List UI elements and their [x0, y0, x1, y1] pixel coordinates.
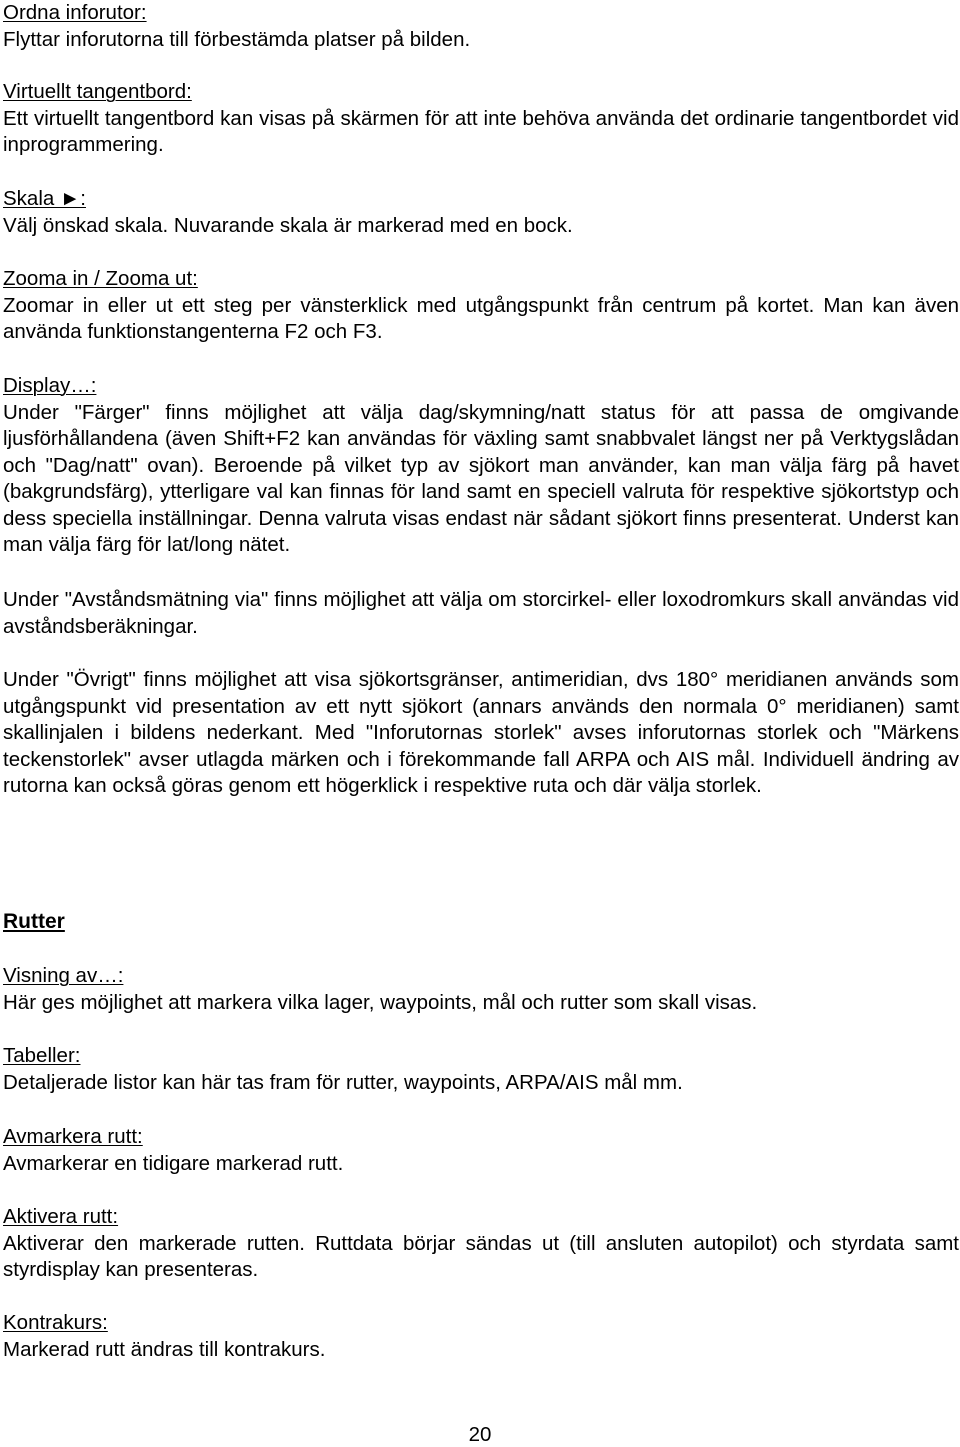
entry-display [3, 373, 959, 559]
entry-term: Kontrakurs: [3, 1311, 108, 1334]
entry-term: Tabeller: [3, 1044, 81, 1067]
entry-ordna-inforutor [3, 0, 959, 53]
entry-tabeller [3, 1043, 959, 1096]
entry-term: Skala ►: [3, 187, 86, 210]
entry-visning-av [3, 963, 959, 1016]
entry-description: Här ges möjlighet att markera vilka lager, waypoints, mål och rutter som skall visas. [3, 990, 758, 1014]
entry-description: Zoomar in eller ut ett steg per vänsterklick med utgångspunkt från centrum på kortet. Man kan även använda funktionstangenterna F2 och F3. [3, 293, 959, 343]
page-number: 20 [468, 1423, 492, 1446]
entry-term: Zooma in / Zooma ut: [3, 267, 198, 290]
entry-term: Aktivera rutt: [3, 1205, 119, 1228]
entry-aktivera-rutt [3, 1204, 959, 1284]
section-heading: Rutter [3, 910, 65, 933]
entry-description: Välj önskad skala. Nuvarande skala är markerad med en bock. [3, 213, 573, 237]
entry-description: Ett virtuellt tangentbord kan visas på skärmen för att inte behöva använda det ordinarie tangentbordet vid inprogrammering. [3, 106, 959, 156]
paragraph-ovrigt: Under "Övrigt" finns möjlighet att visa sjökortsgränser, antimeridian, dvs 180° meridianen används som utgångspunkt vid presentation av ett nytt sjökort (annars används den normala 0° meridianen) samt skallinjalen i bildens nederkant. Med "Inforutornas storlek" avses inforutornas storlek och "Märkens teckenstorlek" avser utlagda märken och i förekommande fall ARPA och AIS mål. Individuell ändring av rutorna kan också göras genom ett högerklick i respektive ruta och där välja storlek. [3, 668, 959, 797]
entry-skala [3, 186, 959, 239]
entry-description: Detaljerade listor kan här tas fram för rutter, waypoints, ARPA/AIS mål mm. [3, 1070, 683, 1094]
entry-description: Flyttar inforutorna till förbestämda platser på bilden. [3, 27, 471, 51]
entry-zooma [3, 266, 959, 346]
entry-term: Visning av…: [3, 964, 124, 987]
entry-term: Display…: [3, 374, 97, 397]
entry-description: Markerad rutt ändras till kontrakurs. [3, 1337, 326, 1361]
entry-virtuellt-tangentbord [3, 79, 959, 159]
entry-kontrakurs [3, 1310, 959, 1363]
entry-term: Ordna inforutor: [3, 1, 147, 24]
paragraph-avstandsmatning: Under "Avståndsmätning via" finns möjlighet att välja om storcirkel- eller loxodromkurs skall användas vid avståndsberäkningar. [3, 588, 959, 638]
entry-term: Avmarkera rutt: [3, 1125, 143, 1148]
entry-avmarkera-rutt [3, 1124, 959, 1177]
entry-description: Under "Färger" finns möjlighet att välja dag/skymning/natt status för att passa de omgivande ljusförhållandena (även Shift+F2 kan användas för växling samt snabbvalet längst ner på Verktygslådan och "Dag/natt" ovan). Beroende på vilket typ av sjökort man använder, kan man välja färg på havet (bakgrundsfärg), ytterligare val kan finnas för land samt en speciell valruta för respektive sjökortstyp och dess speciella inställningar. Denna valruta visas endast när sådant sjökort finns presenterat. Underst kan man välja färg för lat/long nätet. [3, 400, 959, 556]
entry-description: Avmarkerar en tidigare markerad rutt. [3, 1151, 344, 1175]
entry-term: Virtuellt tangentbord: [3, 80, 192, 103]
entry-description: Aktiverar den markerade rutten. Ruttdata börjar sändas ut (till ansluten autopilot) och styrdata samt styrdisplay kan presenteras. [3, 1231, 959, 1281]
